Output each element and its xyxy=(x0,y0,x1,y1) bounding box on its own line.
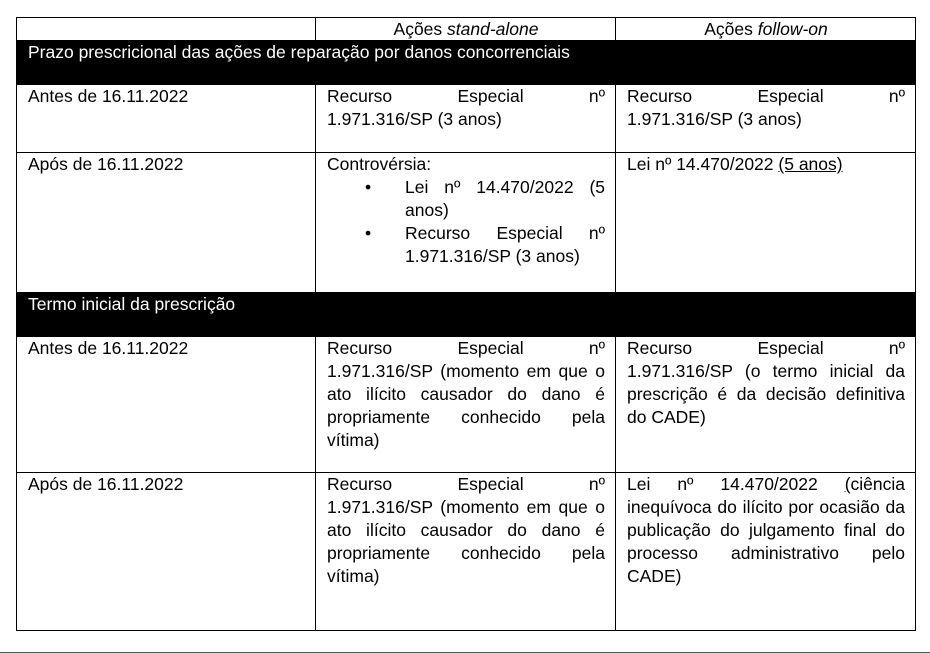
followon-cell xyxy=(616,473,916,631)
section-row-prazo xyxy=(17,41,916,85)
word: Recurso xyxy=(327,474,393,494)
standalone-cell xyxy=(316,473,616,631)
bullet-icon: • xyxy=(365,177,372,197)
cell-lead-line xyxy=(327,337,605,360)
followon-cell xyxy=(616,337,916,473)
cell-text: Lei nº 14.470/2022 xyxy=(627,474,845,494)
table-row xyxy=(17,473,916,631)
word: nº xyxy=(888,338,905,358)
word: Especial xyxy=(457,86,524,106)
followon-cell xyxy=(616,85,916,153)
cell-lead-line xyxy=(405,176,605,199)
followon-cell xyxy=(616,153,916,293)
header-row xyxy=(17,18,916,41)
header-standalone-prefix: Ações xyxy=(393,19,448,39)
header-followon xyxy=(616,18,916,41)
row-label: Após de 16.11.2022 xyxy=(17,153,316,293)
cell-text: 1.971.316/SP (o termo inicial da prescrição é da decisão definitiva do CADE) xyxy=(627,361,905,427)
cell-text: 1.971.316/SP (3 anos) xyxy=(627,109,802,129)
header-followon-italic: follow-on xyxy=(757,19,828,39)
header-followon-prefix: Ações xyxy=(704,19,758,39)
standalone-cell xyxy=(316,153,616,293)
cell-lead-line xyxy=(327,473,605,496)
word: nº xyxy=(888,86,905,106)
cell-text: anos) xyxy=(405,200,449,220)
cell-lead-line xyxy=(627,85,905,108)
section-title-prazo: Prazo prescricional das ações de reparação por danos concorrenciais xyxy=(17,41,916,85)
cell-text: 1.971.316/SP (3 anos) xyxy=(327,109,502,129)
row-label: Antes de 16.11.2022 xyxy=(17,85,316,153)
header-standalone-italic: stand-alone xyxy=(447,19,539,39)
word: nº xyxy=(588,338,605,358)
word: Especial xyxy=(457,474,524,494)
cell-lead-line xyxy=(627,337,905,360)
table-row xyxy=(17,85,916,153)
word: Recurso xyxy=(627,86,693,106)
controversy-intro: Controvérsia: xyxy=(327,154,432,174)
cell-text: 1.971.316/SP (momento em que o ato ilícito causador do dano é propriamente conhecido pela vítima) xyxy=(327,361,605,450)
cell-text: 1.971.316/SP (momento em que o ato ilícito causador do dano é propriamente conhecido pela vítima) xyxy=(327,497,605,586)
word: Recurso xyxy=(327,86,393,106)
cell-lead-line xyxy=(327,85,605,108)
word: Recurso xyxy=(327,338,393,358)
word: Especial xyxy=(757,338,824,358)
bullet-icon: • xyxy=(365,223,372,243)
word: nº xyxy=(588,86,605,106)
list-item xyxy=(327,176,605,222)
section-row-termo xyxy=(17,293,916,337)
word: Especial xyxy=(457,338,524,358)
cell-text: 1.971.316/SP (3 anos) xyxy=(405,246,580,266)
word: 14.470/2022 xyxy=(476,177,574,197)
word: Recurso xyxy=(405,223,471,243)
row-label: Antes de 16.11.2022 xyxy=(17,337,316,473)
word: Especial xyxy=(496,223,563,243)
section-title-termo: Termo inicial da prescrição xyxy=(17,293,916,337)
underlined-text: (5 anos) xyxy=(778,154,843,174)
standalone-cell xyxy=(316,337,616,473)
comparison-table xyxy=(16,17,916,631)
word: nº xyxy=(588,474,605,494)
standalone-cell xyxy=(316,85,616,153)
word: (5 xyxy=(589,177,605,197)
underlined-text: ( xyxy=(844,474,851,494)
cell-lead-line xyxy=(405,222,605,245)
word: Lei xyxy=(405,177,429,197)
row-label: Após de 16.11.2022 xyxy=(17,473,316,631)
header-empty-cell xyxy=(17,18,316,41)
list-item xyxy=(327,222,605,268)
table-row xyxy=(17,153,916,293)
table-row xyxy=(17,337,916,473)
word: nº xyxy=(588,223,605,243)
header-standalone xyxy=(316,18,616,41)
cell-text: Lei nº 14.470/2022 xyxy=(627,154,779,174)
cell-text: ciência inequívoca do ilícito por ocasião da publicação do julgamento final do processo administrativo pelo CADE) xyxy=(627,474,905,586)
word: Especial xyxy=(757,86,824,106)
word: Recurso xyxy=(627,338,693,358)
word: nº xyxy=(444,177,461,197)
bullet-list xyxy=(327,176,605,268)
